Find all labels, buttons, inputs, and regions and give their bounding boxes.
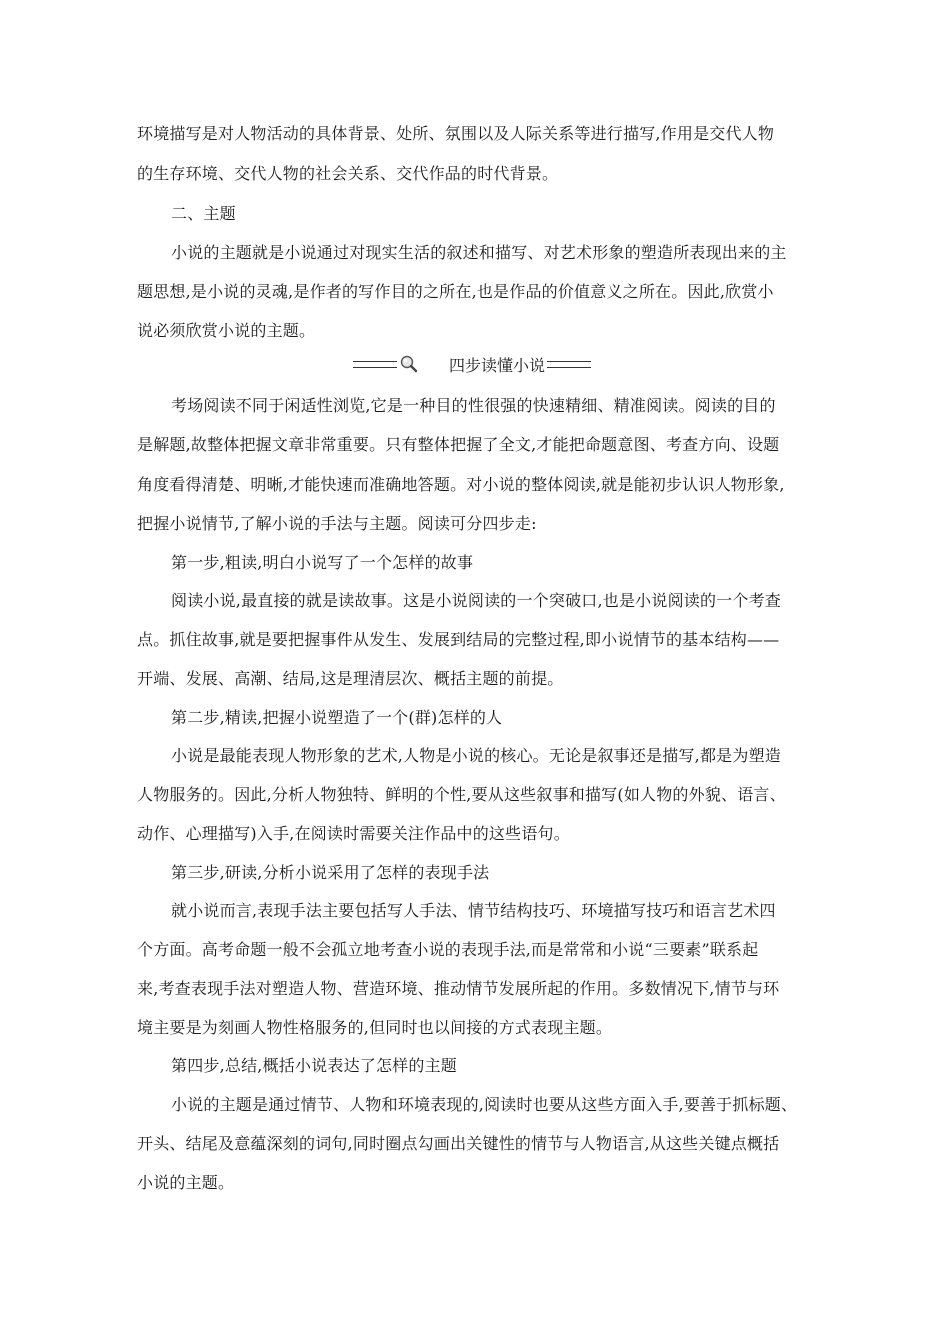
step-heading: 第一步,粗读,明白小说写了一个怎样的故事 [171,553,474,572]
paragraph-line: 考场阅读不同于闲适性浏览,它是一种目的性很强的快速精细、精准阅读。阅读的目的 [171,396,776,415]
paragraph-line: 把握小说情节,了解小说的手法与主题。阅读可分四步走: [137,514,537,533]
paragraph-line: 说必须欣赏小说的主题。 [137,321,316,340]
magnifier-icon [399,355,421,373]
paragraph-line: 环境描写是对人物活动的具体背景、处所、氛围以及人际关系等进行描写,作用是交代人物 [137,124,775,143]
banner-title: 四步读懂小说 [449,355,546,375]
paragraph-line: 开头、结尾及意蕴深刻的词句,同时圈点勾画出关键性的情节与人物语言,从这些关键点概括 [137,1134,780,1153]
paragraph-line: 来,考查表现手法对塑造人物、营造环境、推动情节发展所起的作用。多数情况下,情节与环 [137,979,780,998]
paragraph-line: 小说的主题就是小说通过对现实生活的叙述和描写、对艺术形象的塑造所表现出来的主 [171,243,787,262]
paragraph-line: 的生存环境、交代人物的社会关系、交代作品的时代背景。 [137,164,559,183]
paragraph-line: 角度看得清楚、明晰,才能快速而准确地答题。对小说的整体阅读,就是能初步认识人物形象, [137,475,785,494]
paragraph-line: 小说的主题。 [137,1173,235,1192]
double-rule-left [353,361,397,368]
paragraph-line: 境主要是为刻画人物性格服务的,但同时也以间接的方式表现主题。 [137,1018,613,1037]
paragraph-line: 小说是最能表现人物形象的艺术,人物是小说的核心。无论是叙事还是描写,都是为塑造 [171,746,781,765]
step-heading: 第四步,总结,概括小说表达了怎样的主题 [171,1056,457,1075]
paragraph-line: 动作、心理描写)入手,在阅读时需要关注作品中的这些语句。 [137,824,570,843]
step-heading: 第二步,精读,把握小说塑造了一个(群)怎样的人 [171,708,503,727]
double-rule-right [547,361,591,368]
paragraph-line: 是解题,故整体把握文章非常重要。只有整体把握了全文,才能把命题意图、考查方向、设题 [137,435,780,454]
section-heading: 二、主题 [171,204,236,223]
paragraph-line: 开端、发展、高潮、结局,这是理清层次、概括主题的前提。 [137,669,564,688]
paragraph-line: 个方面。高考命题一般不会孤立地考查小说的表现手法,而是常常和小说“三要素”联系起 [137,940,759,959]
paragraph-line: 阅读小说,最直接的就是读故事。这是小说阅读的一个突破口,也是小说阅读的一个考查 [171,591,781,610]
paragraph-line: 就小说而言,表现手法主要包括写人手法、情节结构技巧、环境描写技巧和语言艺术四 [171,901,776,920]
section-banner [353,352,591,376]
paragraph-line: 小说的主题是通过情节、人物和环境表现的,阅读时也要从这些方面入手,要善于抓标题、 [171,1095,798,1114]
step-heading: 第三步,研读,分析小说采用了怎样的表现手法 [171,863,490,882]
paragraph-line: 人物服务的。因此,分析人物独特、鲜明的个性,要从这些叙事和描写(如人物的外貌、语言、 [137,785,786,804]
paragraph-line: 点。抓住故事,就是要把握事件从发生、发展到结局的完整过程,即小说情节的基本结构—— [137,630,780,649]
paragraph-line: 题思想,是小说的灵魂,是作者的写作目的之所在,也是作品的价值意义之所在。因此,欣赏小 [137,282,774,301]
